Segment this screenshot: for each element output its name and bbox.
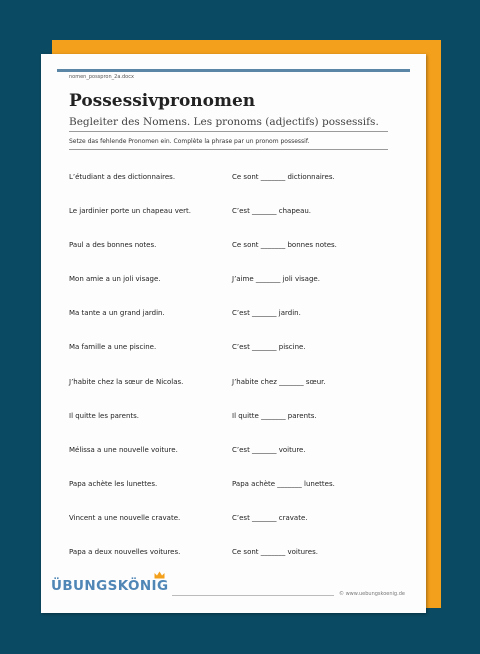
exercise-blank: Ce sont _______ dictionnaires.	[232, 173, 335, 181]
instruction-rule	[69, 149, 388, 150]
page-subtitle: Begleiter des Nomens. Les pronoms (adjectifs) possessifs.	[69, 116, 379, 128]
exercise-row	[69, 173, 399, 207]
exercise-row	[69, 548, 399, 582]
exercise-sentence: Le jardinier porte un chapeau vert.	[69, 207, 192, 216]
exercise-sentence: Vincent a une nouvelle cravate.	[69, 513, 181, 522]
exercise-blank: C’est _______ cravate.	[232, 513, 308, 522]
worksheet-page	[41, 54, 426, 613]
exercise-row	[69, 514, 399, 548]
subtitle-rule	[69, 131, 388, 132]
page-title: Possessivpronomen	[69, 91, 256, 111]
exercise-blank: J’habite chez _______ sœur.	[232, 377, 326, 386]
exercise-blank: Papa achète _______ lunettes.	[232, 479, 335, 488]
exercise-sentence: Ma tante a un grand jardin.	[69, 309, 165, 318]
exercise-blank: Ce sont _______ voitures.	[232, 548, 318, 557]
exercise-sentence: Paul a des bonnes notes.	[69, 241, 157, 250]
exercise-row	[69, 446, 399, 480]
exercise-row	[69, 275, 399, 309]
exercise-row	[69, 309, 399, 343]
exercise-row	[69, 343, 399, 377]
brand-logo: ÜBUNGSKÖNIG	[51, 578, 169, 594]
exercise-row	[69, 207, 399, 241]
exercise-blank: J’aime _______ joli visage.	[232, 275, 320, 284]
exercise-sentence: Papa a deux nouvelles voitures.	[69, 548, 181, 557]
exercise-sentence: Mon amie a un joli visage.	[69, 275, 161, 284]
exercise-row	[69, 480, 399, 514]
exercise-sentence: Ma famille a une piscine.	[69, 343, 157, 352]
exercise-row	[69, 241, 399, 275]
footer-url: © www.uebungskoenig.de	[339, 591, 405, 597]
exercise-row	[69, 412, 399, 446]
footer-divider	[172, 595, 334, 596]
exercise-blank: C’est _______ piscine.	[232, 343, 306, 352]
exercise-blank: Il quitte _______ parents.	[232, 411, 317, 420]
exercise-blank: C’est _______ voiture.	[232, 445, 306, 454]
exercise-blank: C’est _______ chapeau.	[232, 207, 312, 216]
instruction-text: Setze das fehlende Pronomen ein. Complète la phrase par un pronom possessif.	[69, 138, 310, 145]
exercise-sentence: Il quitte les parents.	[69, 411, 140, 420]
exercise-row	[69, 378, 399, 412]
exercise-blank: Ce sont _______ bonnes notes.	[232, 241, 337, 250]
exercise-blank: C’est _______ jardin.	[232, 309, 301, 318]
exercise-sentence: Mélissa a une nouvelle voiture.	[69, 445, 178, 454]
exercise-list	[69, 173, 399, 582]
header-bar	[57, 69, 410, 72]
filename-label: nomen_posspron_2a.docx	[69, 74, 134, 80]
exercise-sentence: Papa achète les lunettes.	[69, 479, 158, 488]
exercise-sentence: L’étudiant a des dictionnaires.	[69, 173, 176, 181]
exercise-sentence: J’habite chez la sœur de Nicolas.	[69, 377, 184, 386]
